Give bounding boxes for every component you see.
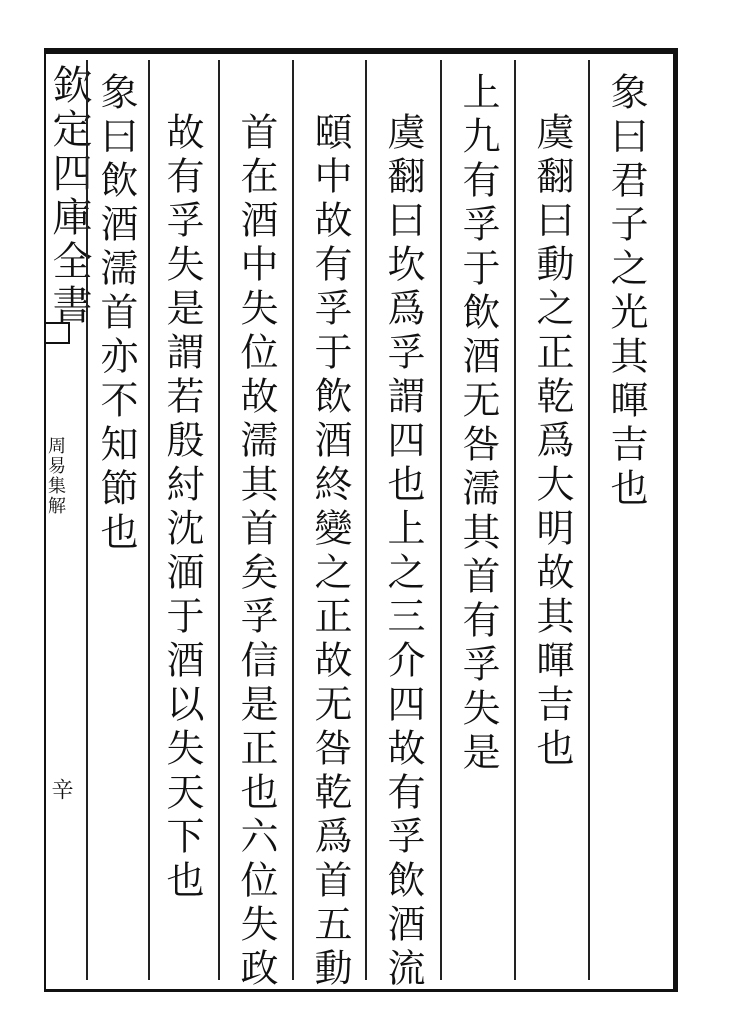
margin-fishtail-mark xyxy=(44,322,70,344)
text-column-2: 虞翻曰動之正乾爲大明故其暉吉也 xyxy=(530,112,574,772)
text-column-7: 故有孚失是謂若殷紂沈湎于酒以失天下也 xyxy=(160,112,204,904)
column-rule xyxy=(148,60,150,980)
margin-book-title: 周易集解 xyxy=(45,436,66,516)
column-rule xyxy=(365,60,367,980)
column-rule xyxy=(588,60,590,980)
column-rule xyxy=(292,60,294,980)
page-border xyxy=(44,48,678,992)
column-rule xyxy=(514,60,516,980)
column-rule xyxy=(440,60,442,980)
text-column-5: 頤中故有孚于飲酒終變之正故无咎乾爲首五動 xyxy=(308,112,352,992)
margin-title: 欽定四庫全書 xyxy=(46,64,92,328)
text-column-4: 虞翻曰坎爲孚謂四也上之三介四故有孚飲酒流 xyxy=(381,112,425,992)
text-column-6: 首在酒中失位故濡其首矣孚信是正也六位失政 xyxy=(234,112,278,992)
text-column-8: 象曰飲酒濡首亦不知節也 xyxy=(94,72,138,556)
text-column-3: 上九有孚于飲酒无咎濡其首有孚失是 xyxy=(456,72,500,776)
column-rule xyxy=(86,60,88,980)
column-rule xyxy=(218,60,220,980)
text-column-1: 象曰君子之光其暉吉也 xyxy=(604,72,648,512)
margin-page-number: 辛 xyxy=(48,778,73,800)
